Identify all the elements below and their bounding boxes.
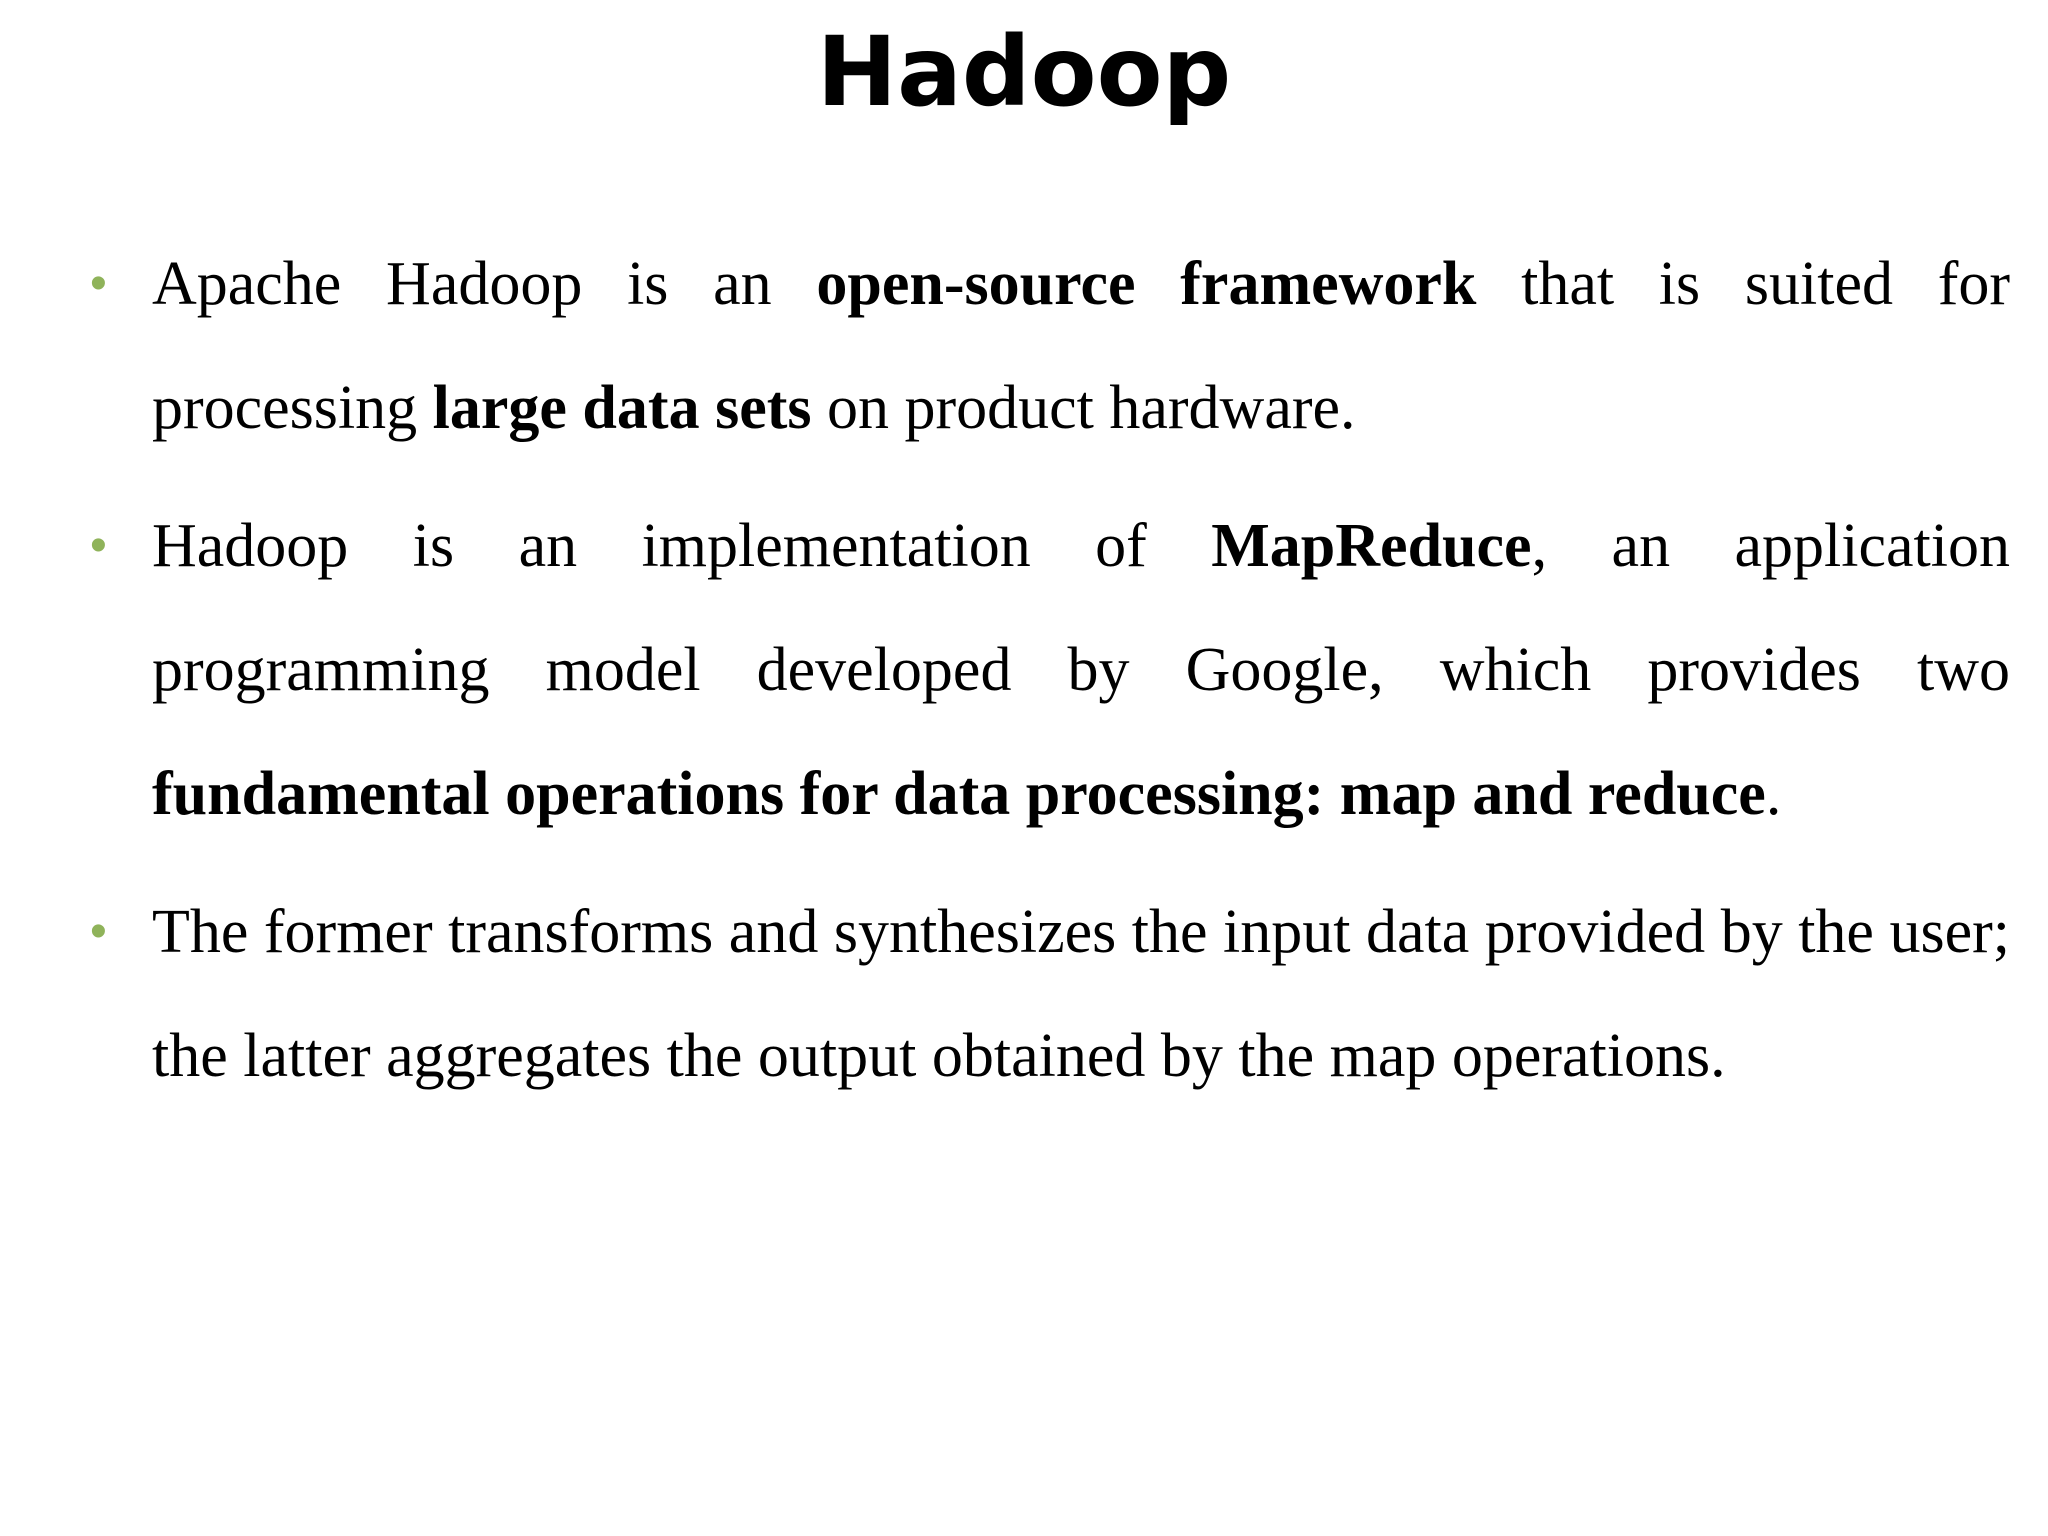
bullet-item <box>90 870 2010 1118</box>
bullet-dot-icon: • <box>90 257 107 310</box>
bullet-text-segment: on product hardware. <box>811 374 1356 442</box>
bullet-text-segment: . <box>1765 760 1782 828</box>
bullet-text-bold: MapReduce <box>1211 512 1532 580</box>
bullet-text-segment: The former transforms and synthesizes the input data provided by the user; the latter aggregates the output obtained by the map operations. <box>152 898 2010 1090</box>
bullet-dot-icon: • <box>90 905 107 958</box>
bullet-list <box>90 222 2010 1132</box>
bullet-item <box>90 484 2010 856</box>
bullet-text-segment: , an application programming model developed by Google, which provides two <box>152 512 2010 704</box>
bullet-text-bold: large data sets <box>432 374 812 442</box>
bullet-text-bold: fundamental operations for data processing: map and reduce <box>152 760 1766 828</box>
bullet-text-segment: that is suited for processing <box>152 250 2010 442</box>
bullet-dot-icon: • <box>90 519 107 572</box>
bullet-text-segment: Apache Hadoop is an <box>152 250 817 318</box>
bullet-text-segment: Hadoop is an implementation of <box>152 512 1212 580</box>
bullet-text-bold: open-source framework <box>816 250 1477 318</box>
bullet-item <box>90 222 2010 470</box>
slide-title: Hadoop <box>816 16 1232 128</box>
